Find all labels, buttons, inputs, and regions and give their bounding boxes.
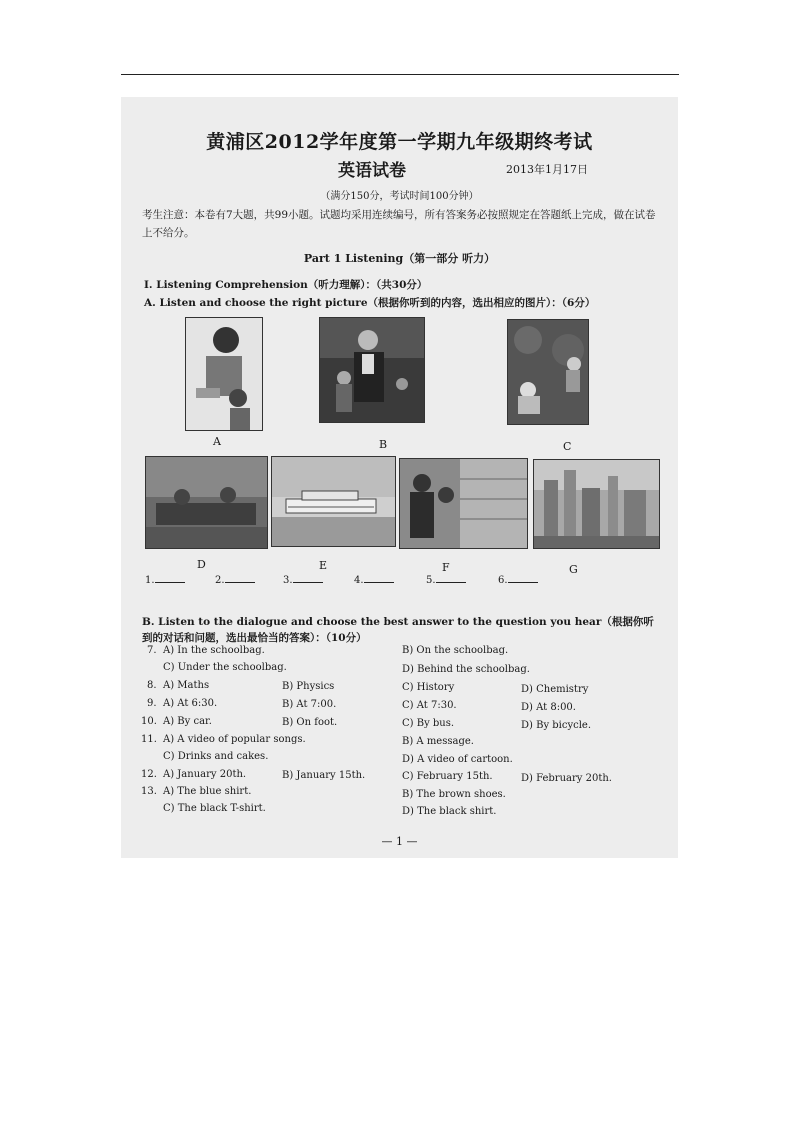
option-d[interactable]: D) At 8:00. [521,702,576,713]
section-b-heading: B. Listen to the dialogue and choose the best answer to the question you hear（根据你听到的对话和问题，选出最恰当的答案）：（10分） [142,616,654,644]
section-heading: I. Listening Comprehension（听力理解）：（共30分） [144,279,428,291]
option-b[interactable]: B) On the schoolbag. [402,645,509,656]
answer-blank-4[interactable] [354,575,394,586]
picture-f [399,458,528,549]
option-b[interactable]: B) A message. [402,736,474,747]
option-b[interactable]: B) The brown shoes. [402,789,506,800]
exam-subtitle: 英语试卷 [338,161,406,181]
picture-g-label: G [569,563,578,576]
picture-f-label: F [442,561,450,574]
picture-e-label: E [319,559,328,572]
scanned-exam-page [121,97,678,858]
part-heading: Part 1 Listening（第一部分 听力） [303,252,496,265]
question-number: 9. [147,698,157,709]
option-d[interactable]: D) A video of cartoon. [402,754,513,765]
picture-b-label: B [379,438,388,451]
picture-a-label: A [213,435,221,448]
option-c[interactable]: C) At 7:30. [402,700,457,711]
option-a[interactable]: A) Maths [163,680,210,691]
option-a[interactable]: A) In the schoolbag. [163,645,265,656]
answer-blank-1[interactable] [145,575,185,586]
option-d[interactable]: D) Behind the schoolbag. [402,664,530,675]
option-c[interactable]: C) Under the schoolbag. [163,662,287,673]
option-d[interactable]: D) February 20th. [521,773,612,784]
picture-b [319,317,425,423]
picture-c [507,319,589,425]
option-a[interactable]: A) The blue shirt. [163,786,252,797]
blank-number: 3. [283,575,293,586]
option-c[interactable]: C) The black T-shirt. [163,803,266,814]
section-a-heading: A. Listen and choose the right picture（根据你听到的内容，选出相应的图片）：（6分） [144,297,596,309]
option-a[interactable]: A) At 6:30. [163,698,218,709]
option-b[interactable]: B) On foot. [282,717,338,728]
blank-number: 6. [498,575,508,586]
answer-blank-2[interactable] [215,575,255,586]
question-number: 13. [141,786,157,797]
answer-blank-6[interactable] [498,575,538,586]
blank-number: 1. [145,575,155,586]
score-note: （满分150分，考试时间100分钟） [320,191,479,202]
blank-number: 4. [354,575,364,586]
option-a[interactable]: A) By car. [163,716,212,727]
page-number: — 1 — [381,835,418,848]
option-c[interactable]: C) History [402,682,455,693]
blank-number: 2. [215,575,225,586]
picture-c-label: C [563,440,572,453]
picture-a [185,317,263,431]
exam-date: 2013年1月17日 [506,163,588,176]
question-number: 11. [141,734,157,745]
question-number: 12. [141,769,157,780]
option-a[interactable]: A) A video of popular songs. [163,734,306,745]
option-a[interactable]: A) January 20th. [163,769,247,780]
exam-title: 黄浦区2012学年度第一学期九年级期终考试 [206,131,593,153]
option-c[interactable]: C) By bus. [402,718,455,729]
exam-notice: 考生注意：本卷有7大题，共99小题。试题均采用连续编号，所有答案务必按照规定在答题纸上完成，做在试卷上不给分。 [142,209,656,239]
option-c[interactable]: C) Drinks and cakes. [163,751,269,762]
answer-blank-5[interactable] [426,575,466,586]
option-d[interactable]: D) By bicycle. [521,720,592,731]
option-d[interactable]: D) The black shirt. [402,806,497,817]
picture-d [145,456,268,549]
top-rule [121,74,679,75]
option-d[interactable]: D) Chemistry [521,684,589,695]
question-number: 8. [147,680,157,691]
picture-e [271,456,396,547]
option-b[interactable]: B) January 15th. [282,770,366,781]
option-b[interactable]: B) At 7:00. [282,699,337,710]
answer-blank-3[interactable] [283,575,323,586]
option-b[interactable]: B) Physics [282,681,335,692]
option-c[interactable]: C) February 15th. [402,771,493,782]
question-number: 10. [141,716,157,727]
picture-g [533,459,660,549]
question-number: 7. [147,645,157,656]
blank-number: 5. [426,575,436,586]
picture-d-label: D [197,558,206,571]
